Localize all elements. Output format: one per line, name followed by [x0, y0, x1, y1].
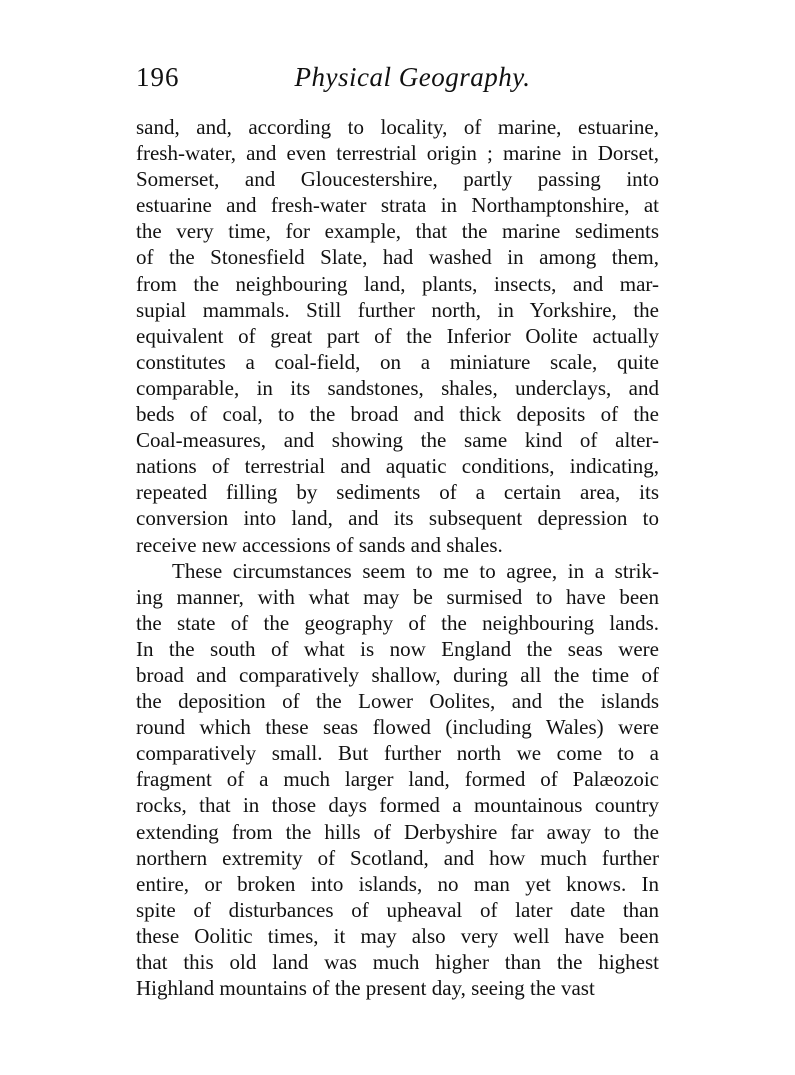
- text-line: fragment of a much larger land, formed of Palæozoic: [136, 767, 659, 792]
- text-line: beds of coal, to the broad and thick deposits of the: [136, 402, 659, 427]
- text-line: receive new accessions of sands and shales.: [136, 532, 503, 557]
- text-line: the state of the geography of the neighbouring lands.: [136, 610, 659, 635]
- text-line: round which these seas flowed (including Wales) were: [136, 715, 659, 740]
- text-line: In the south of what is now England the seas were: [136, 636, 659, 661]
- running-title: Physical Geography.: [294, 62, 531, 92]
- text-line: fresh-water, and even terrestrial origin ; marine in Dorset,: [136, 141, 659, 166]
- text-line: estuarine and fresh-water strata in Northamptonshire, at: [136, 193, 659, 218]
- text-line: comparatively small. But further north we come to a: [136, 741, 659, 766]
- text-line: from the neighbouring land, plants, insects, and mar-: [136, 271, 659, 296]
- text-line: broad and comparatively shallow, during all the time of: [136, 662, 659, 687]
- text-line: supial mammals. Still further north, in Yorkshire, the: [136, 297, 659, 322]
- paragraph-2: [136, 558, 659, 1002]
- text-line: extending from the hills of Derbyshire far away to the: [136, 819, 659, 844]
- text-line: repeated filling by sediments of a certain area, its: [136, 480, 659, 505]
- body-text: [136, 114, 659, 1001]
- text-line: conversion into land, and its subsequent depression to: [136, 506, 659, 531]
- text-line: entire, or broken into islands, no man yet knows. In: [136, 871, 659, 896]
- text-line: northern extremity of Scotland, and how much further: [136, 845, 659, 870]
- text-line: of the Stonesfield Slate, had washed in among them,: [136, 245, 659, 270]
- text-line: equivalent of great part of the Inferior Oolite actually: [136, 323, 659, 348]
- text-line: the very time, for example, that the marine sediments: [136, 219, 659, 244]
- text-line: These circumstances seem to me to agree, in a strik-: [172, 558, 659, 583]
- text-line: nations of terrestrial and aquatic conditions, indicating,: [136, 454, 659, 479]
- text-line: sand, and, according to locality, of marine, estuarine,: [136, 115, 659, 139]
- text-line: Coal-measures, and showing the same kind of alter-: [136, 428, 659, 453]
- text-line: constitutes a coal-field, on a miniature scale, quite: [136, 349, 659, 374]
- paragraph-1: [136, 114, 659, 558]
- page-number: 196: [136, 62, 180, 92]
- text-line: these Oolitic times, it may also very well have been: [136, 923, 659, 948]
- text-line: comparable, in its sandstones, shales, underclays, and: [136, 375, 659, 400]
- text-line: Highland mountains of the present day, seeing the vast: [136, 976, 595, 1001]
- text-line: ing manner, with what may be surmised to have been: [136, 584, 659, 609]
- page-header: [136, 62, 659, 98]
- text-line: Somerset, and Gloucestershire, partly passing into: [136, 167, 659, 192]
- text-line: spite of disturbances of upheaval of later date than: [136, 897, 659, 922]
- text-line: that this old land was much higher than the highest: [136, 950, 659, 974]
- text-line: the deposition of the Lower Oolites, and the islands: [136, 689, 659, 714]
- text-line: rocks, that in those days formed a mountainous country: [136, 793, 659, 818]
